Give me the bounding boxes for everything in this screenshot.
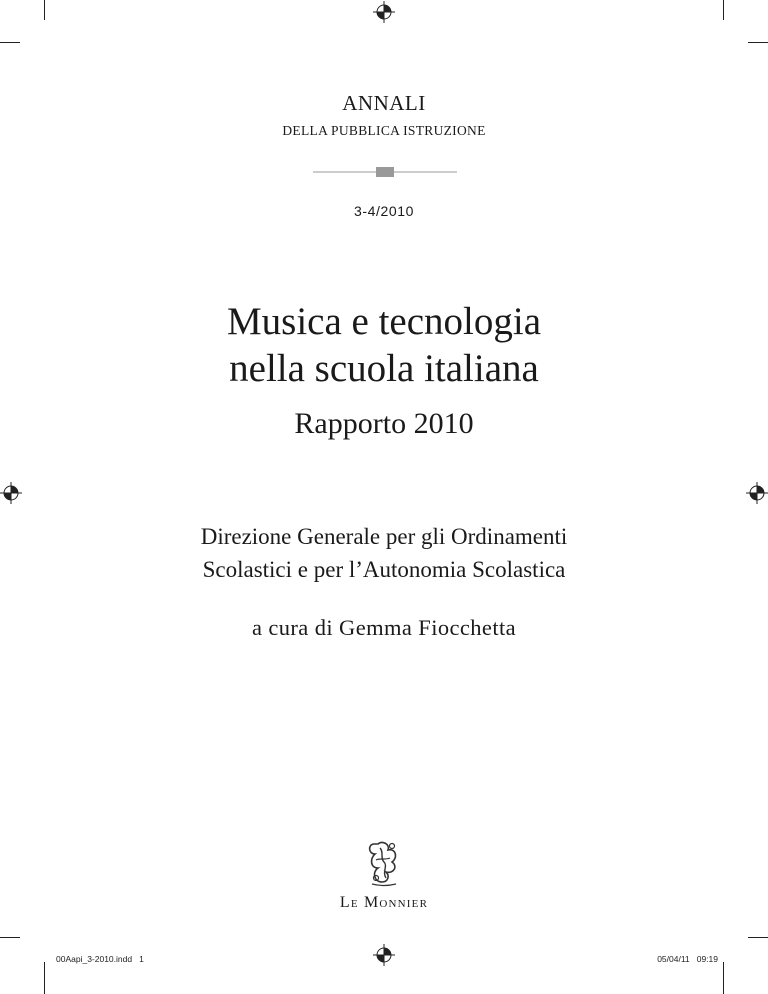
crop-mark-top-right (723, 0, 724, 20)
author-line1: Direzione Generale per gli Ordinamenti (200, 524, 568, 549)
crop-mark-right-top (748, 42, 768, 43)
registration-mark-left-icon (0, 482, 22, 504)
book-title-line2: nella scuola italiana (229, 347, 539, 390)
series-subtitle: DELLA PUBBLICA ISTRUZIONE (282, 123, 486, 138)
crop-mark-left-bottom (0, 937, 20, 938)
registration-mark-top-icon (373, 1, 395, 23)
publisher-logo-icon (366, 838, 402, 888)
series-title: ANNALI (342, 91, 426, 115)
crop-mark-left-top (0, 42, 20, 43)
registration-mark-bottom-icon (373, 944, 395, 966)
book-title-line1: Musica e tecnologia (226, 300, 542, 343)
publisher-name: Le Monnier (339, 894, 429, 911)
crop-mark-bottom-right (723, 962, 724, 994)
divider-ornament-icon (313, 166, 457, 178)
editor-credit: a cura di Gemma Fiocchetta (251, 615, 517, 640)
issue-number: 3-4/2010 (353, 203, 415, 219)
crop-mark-bottom-left (44, 962, 45, 994)
slug-datetime: 05/04/11 09:19 (657, 954, 718, 964)
crop-mark-right-bottom (748, 937, 768, 938)
crop-mark-top-left (44, 0, 45, 20)
book-subtitle: Rapporto 2010 (294, 407, 474, 440)
registration-mark-right-icon (746, 482, 768, 504)
slug-filename: 00Aapi_3-2010.indd 1 (56, 954, 144, 964)
author-line2: Scolastici e per l’Autonomia Scolastica (202, 557, 566, 582)
